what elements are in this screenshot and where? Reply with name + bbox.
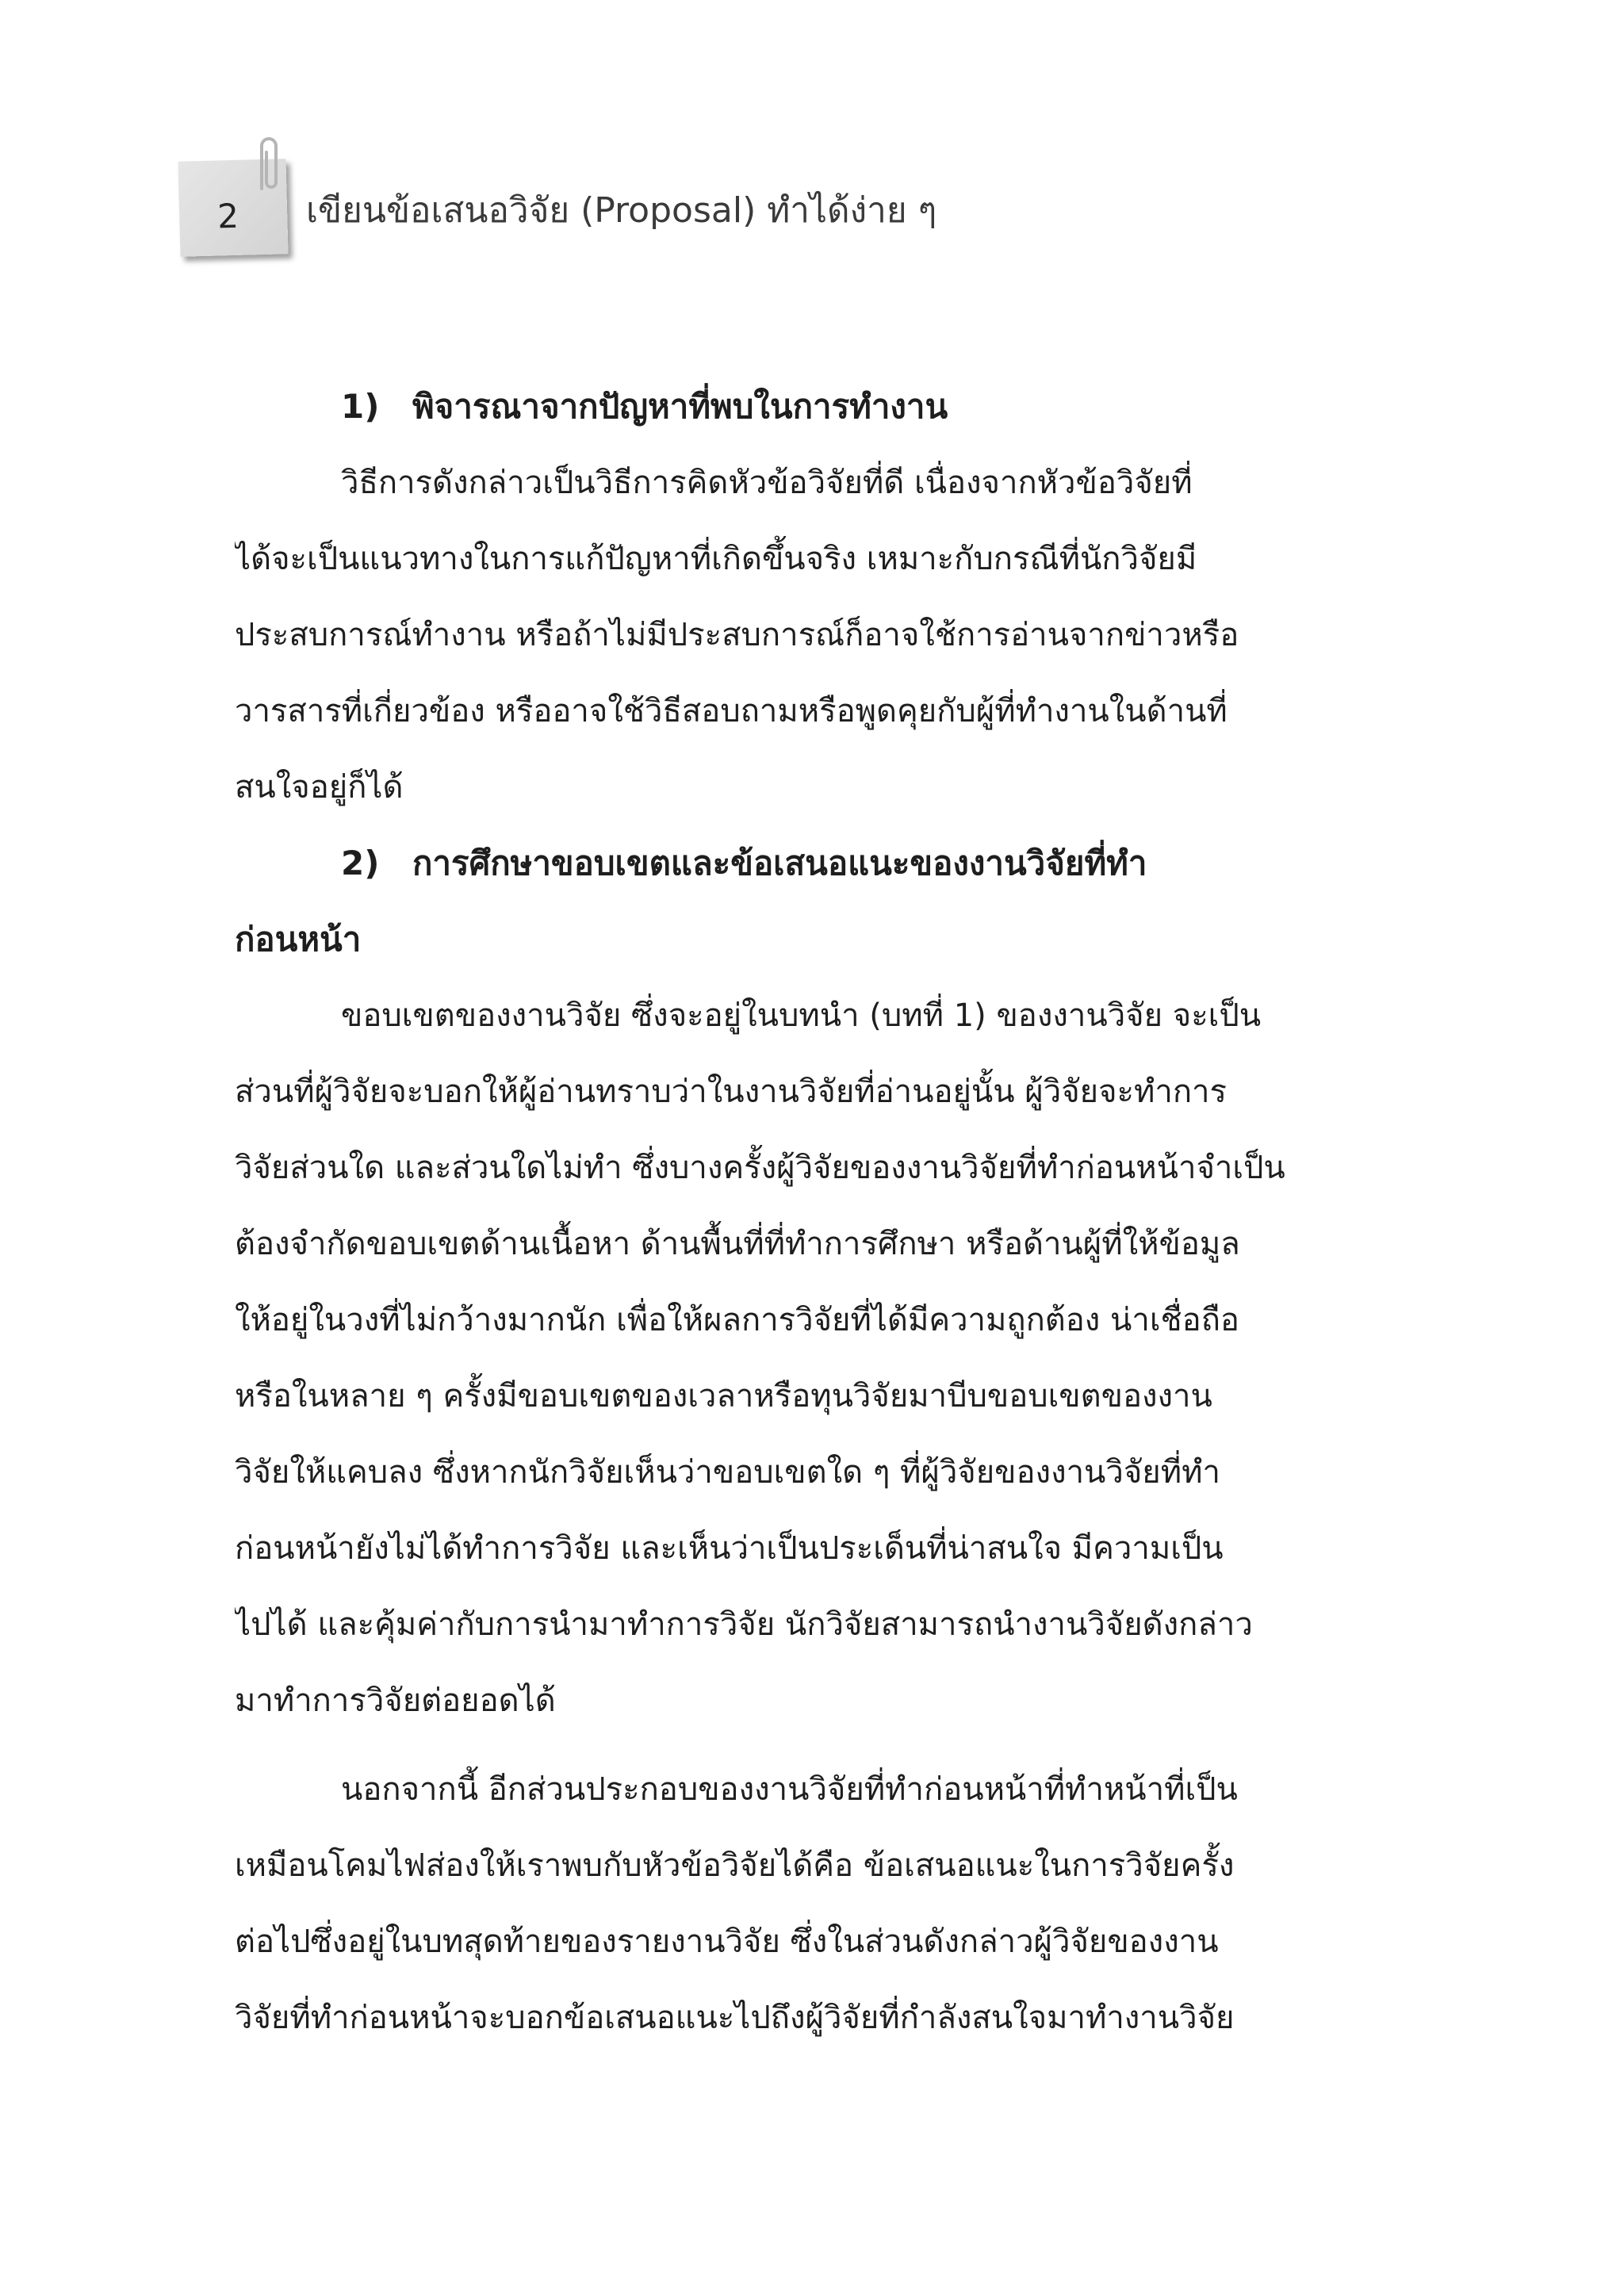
section-2-number: 2) [341,844,380,882]
section-1-number: 1) [341,387,380,426]
paragraph-line: ได้จะเป็นแนวทางในการแก้ปัญหาที่เกิดขึ้นจริง เหมาะกับกรณีที่นักวิจัยมี [235,541,1197,577]
section-2-heading [235,825,1383,902]
book-title: เขียนข้อเสนอวิจัย (Proposal) ทำได้ง่าย ๆ [306,190,937,231]
section-2-heading-continued: ก่อนหน้า [235,920,362,959]
section-2-paragraph-2 [235,1751,1383,2056]
paragraph-line: ก่อนหน้ายังไม่ได้ทำการวิจัย และเห็นว่าเป็นประเด็นที่น่าสนใจ มีความเป็น [235,1530,1224,1567]
paragraph-line: มาทำการวิจัยต่อยอดได้ [235,1682,556,1719]
paragraph-line: ส่วนที่ผู้วิจัยจะบอกให้ผู้อ่านทราบว่าในงานวิจัยที่อ่านอยู่นั้น ผู้วิจัยจะทำการ [235,1074,1227,1110]
section-2-paragraph-1 [235,978,1383,1739]
paragraph-line: วิธีการดังกล่าวเป็นวิธีการคิดหัวข้อวิจัยที่ดี เนื่องจากหัวข้อวิจัยที่ [341,465,1193,501]
paragraph-line: ประสบการณ์ทำงาน หรือถ้าไม่มีประสบการณ์ก็อาจใช้การอ่านจากข่าวหรือ [235,617,1239,653]
paragraph-line: ไปได้ และคุ้มค่ากับการนำมาทำการวิจัย นักวิจัยสามารถนำงานวิจัยดังกล่าว [235,1606,1253,1643]
document-body [235,369,1383,2056]
paragraph-line: วิจัยที่ทำก่อนหน้าจะบอกข้อเสนอแนะไปถึงผู้วิจัยที่กำลังสนใจมาทำงานวิจัย [235,2000,1235,2036]
paragraph-line: สนใจอยู่ก็ได้ [235,769,404,806]
page-number: 2 [216,196,239,236]
paragraph-line: วิจัยส่วนใด และส่วนใดไม่ทำ ซึ่งบางครั้งผู้วิจัยของงานวิจัยที่ทำก่อนหน้าจำเป็น [235,1150,1285,1186]
paperclip-icon [252,133,284,197]
paragraph-line: เหมือนโคมไฟส่องให้เราพบกับหัวข้อวิจัยได้คือ ข้อเสนอแนะในการวิจัยครั้ง [235,1847,1235,1884]
paragraph-line: นอกจากนี้ อีกส่วนประกอบของงานวิจัยที่ทำก่อนหน้าที่ทำหน้าที่เป็น [341,1771,1238,1808]
paragraph-gap [235,1739,1383,1751]
section-1-title: พิจารณาจากปัญหาที่พบในการทำงาน [412,387,948,426]
paragraph-line: หรือในหลาย ๆ ครั้งมีขอบเขตของเวลาหรือทุนวิจัยมาบีบขอบเขตของงาน [235,1378,1212,1414]
section-1-paragraph [235,445,1383,825]
paragraph-line: วิจัยให้แคบลง ซึ่งหากนักวิจัยเห็นว่าขอบเขตใด ๆ ที่ผู้วิจัยของงานวิจัยที่ทำ [235,1454,1220,1491]
page-header [179,151,1448,270]
paragraph-line: วารสารที่เกี่ยวข้อง หรืออาจใช้วิธีสอบถามหรือพูดคุยกับผู้ที่ทำงานในด้านที่ [235,693,1228,729]
section-2-title: การศึกษาขอบเขตและข้อเสนอแนะของงานวิจัยที่ทำ [412,844,1147,882]
paragraph-line: ให้อยู่ในวงที่ไม่กว้างมากนัก เพื่อให้ผลการวิจัยที่ได้มีความถูกต้อง น่าเชื่อถือ [235,1302,1239,1338]
paragraph-line: ต่อไปซึ่งอยู่ในบทสุดท้ายของรายงานวิจัย ซึ่งในส่วนดังกล่าวผู้วิจัยของงาน [235,1924,1219,1960]
paragraph-line: ต้องจำกัดขอบเขตด้านเนื้อหา ด้านพื้นที่ที่ทำการศึกษา หรือด้านผู้ที่ให้ข้อมูล [235,1226,1240,1262]
section-1-heading [235,369,1383,445]
paragraph-line: ขอบเขตของงานวิจัย ซึ่งจะอยู่ในบทนำ (บทที่ 1) ของงานวิจัย จะเป็น [341,997,1262,1034]
